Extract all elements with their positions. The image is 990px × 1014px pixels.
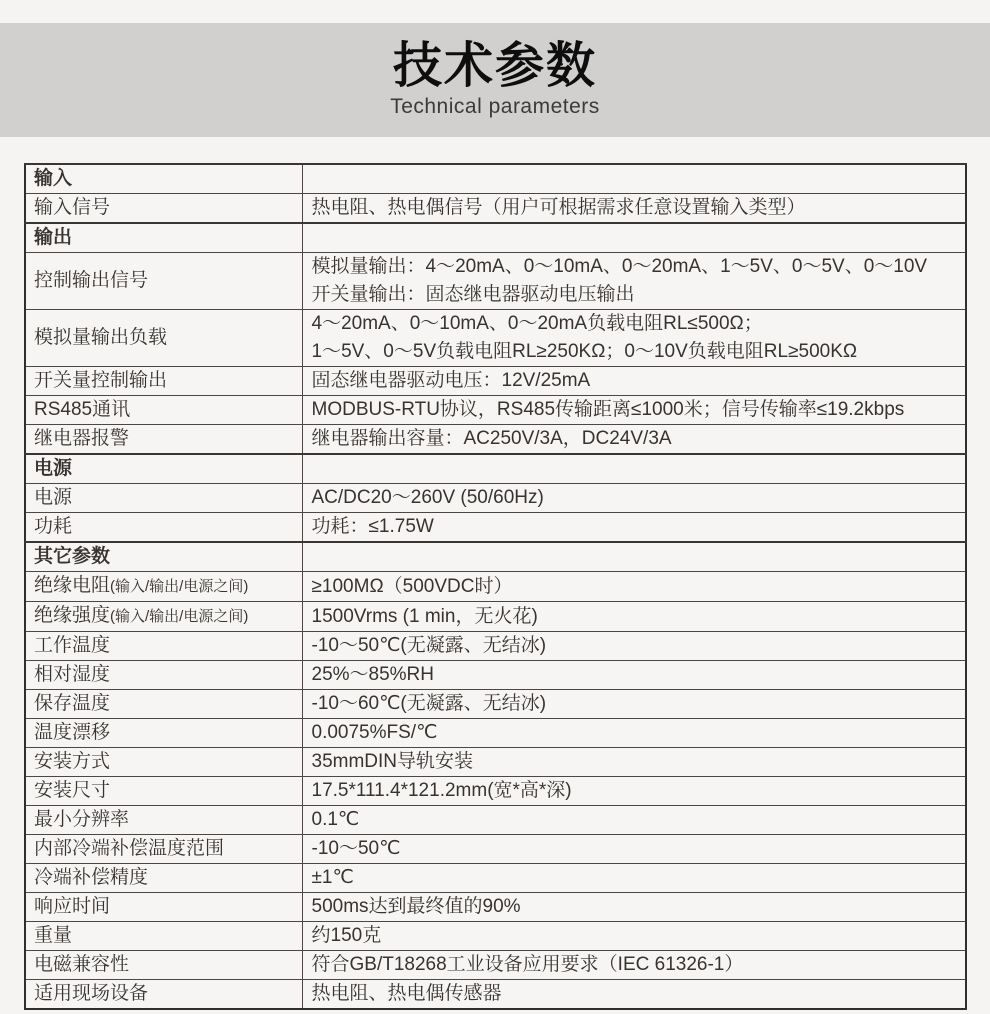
param-label-text: 绝缘强度 — [34, 605, 111, 626]
param-label-text: 输出 — [34, 227, 73, 248]
table-row — [25, 632, 966, 661]
param-value: 约150克 — [302, 922, 966, 951]
param-label — [25, 893, 302, 922]
param-label-text: 输入信号 — [34, 197, 111, 218]
param-value: 固态继电器驱动电压：12V/25mA — [302, 367, 966, 396]
table-row — [25, 893, 966, 922]
param-value: 35mmDIN导轨安装 — [302, 748, 966, 777]
page-subtitle: Technical parameters — [390, 94, 600, 118]
title-banner — [0, 23, 990, 137]
section-label — [25, 223, 302, 253]
param-value — [302, 253, 966, 310]
table-row — [25, 223, 966, 253]
param-label — [25, 864, 302, 893]
table-row — [25, 572, 966, 602]
param-value: 符合GB/T18268工业设备应用要求（IEC 61326-1） — [302, 951, 966, 980]
table-row — [25, 425, 966, 455]
param-label — [25, 951, 302, 980]
table-row — [25, 396, 966, 425]
param-value: 功耗：≤1.75W — [302, 513, 966, 543]
page-title: 技术参数 — [392, 39, 597, 94]
param-label-text: 电源 — [34, 487, 73, 508]
param-label — [25, 484, 302, 513]
param-value: -10～50℃(无凝露、无结冰) — [302, 632, 966, 661]
table-row — [25, 484, 966, 513]
param-label-text: 适用现场设备 — [34, 983, 149, 1004]
param-value: 17.5*111.4*121.2mm(宽*高*深) — [302, 777, 966, 806]
table-row — [25, 164, 966, 194]
table-row — [25, 310, 966, 367]
param-label-text: 安装尺寸 — [34, 780, 111, 801]
param-value-line: 模拟量输出：4～20mA、0～10mA、0～20mA、1～5V、0～5V、0～10V — [311, 256, 928, 277]
table-row — [25, 748, 966, 777]
param-label-text: 功耗 — [34, 516, 73, 537]
param-label — [25, 806, 302, 835]
param-label — [25, 425, 302, 455]
param-label-text: 响应时间 — [34, 896, 111, 917]
param-label-text: 模拟量输出负载 — [34, 327, 168, 348]
param-value — [302, 454, 966, 484]
param-label-text: 保存温度 — [34, 693, 111, 714]
param-label-text: 冷端补偿精度 — [34, 867, 149, 888]
param-label-text: RS485通讯 — [34, 399, 131, 420]
param-label — [25, 690, 302, 719]
table-row — [25, 719, 966, 748]
param-label — [25, 513, 302, 543]
param-label — [25, 980, 302, 1010]
param-label-text: 内部冷端补偿温度范围 — [34, 838, 225, 859]
param-value: 0.1℃ — [302, 806, 966, 835]
table-row — [25, 454, 966, 484]
param-label-text: 绝缘电阻 — [34, 575, 111, 596]
param-label — [25, 396, 302, 425]
param-label — [25, 602, 302, 632]
param-label-note: (输入/输出/电源之间) — [110, 578, 249, 595]
param-label — [25, 194, 302, 224]
table-row — [25, 661, 966, 690]
param-value: 热电阻、热电偶信号（用户可根据需求任意设置输入类型） — [302, 194, 966, 224]
param-label-text: 重量 — [34, 925, 73, 946]
section-label — [25, 164, 302, 194]
param-value: ±1℃ — [302, 864, 966, 893]
param-label-text: 继电器报警 — [34, 428, 130, 449]
param-label-text: 其它参数 — [34, 546, 111, 567]
param-label — [25, 367, 302, 396]
table-row — [25, 980, 966, 1010]
param-label-text: 安装方式 — [34, 751, 111, 772]
param-label — [25, 719, 302, 748]
param-value: ≥100MΩ（500VDC时） — [302, 572, 966, 602]
param-label-text: 最小分辨率 — [34, 809, 130, 830]
table-row — [25, 542, 966, 572]
param-label-text: 温度漂移 — [34, 722, 111, 743]
param-label — [25, 572, 302, 602]
param-label-text: 输入 — [34, 168, 73, 189]
param-value — [302, 223, 966, 253]
param-label-text: 电磁兼容性 — [34, 954, 130, 975]
param-label — [25, 253, 302, 310]
table-row — [25, 367, 966, 396]
param-label-text: 开关量控制输出 — [34, 370, 168, 391]
param-label — [25, 922, 302, 951]
section-label — [25, 454, 302, 484]
spec-table — [24, 163, 967, 1010]
table-row — [25, 777, 966, 806]
param-value: 热电阻、热电偶传感器 — [302, 980, 966, 1010]
table-row — [25, 253, 966, 310]
param-value-line: 4～20mA、0～10mA、0～20mA负载电阻RL≤500Ω； — [311, 313, 763, 334]
param-label — [25, 661, 302, 690]
param-value-line: 1～5V、0～5V负载电阻RL≥250KΩ；0～10V负载电阻RL≥500KΩ — [311, 341, 858, 362]
param-label — [25, 632, 302, 661]
table-row — [25, 690, 966, 719]
param-value: AC/DC20～260V (50/60Hz) — [302, 484, 966, 513]
param-value: -10～60℃(无凝露、无结冰) — [302, 690, 966, 719]
param-value: 25%～85%RH — [302, 661, 966, 690]
param-value: 500ms达到最终值的90% — [302, 893, 966, 922]
param-label-text: 控制输出信号 — [34, 270, 149, 291]
table-row — [25, 513, 966, 543]
param-value — [302, 310, 966, 367]
param-label — [25, 310, 302, 367]
param-label-note: (输入/输出/电源之间) — [110, 608, 249, 625]
param-value: 继电器输出容量：AC250V/3A，DC24V/3A — [302, 425, 966, 455]
table-row — [25, 194, 966, 224]
table-row — [25, 864, 966, 893]
param-label — [25, 835, 302, 864]
table-row — [25, 922, 966, 951]
param-label — [25, 748, 302, 777]
table-row — [25, 806, 966, 835]
param-value — [302, 164, 966, 194]
param-label-text: 电源 — [34, 458, 73, 479]
param-value: -10～50℃ — [302, 835, 966, 864]
table-row — [25, 951, 966, 980]
table-row — [25, 602, 966, 632]
spec-table-body — [25, 164, 966, 1009]
param-value: 1500Vrms (1 min，无火花) — [302, 602, 966, 632]
param-value: MODBUS-RTU协议，RS485传输距离≤1000米；信号传输率≤19.2kbps — [302, 396, 966, 425]
param-label-text: 相对湿度 — [34, 664, 111, 685]
param-value — [302, 542, 966, 572]
param-label — [25, 777, 302, 806]
param-value-line: 开关量输出：固态继电器驱动电压输出 — [311, 284, 635, 305]
param-label-text: 工作温度 — [34, 635, 111, 656]
spec-table-container — [24, 163, 967, 1010]
table-row — [25, 835, 966, 864]
param-value: 0.0075%FS/℃ — [302, 719, 966, 748]
section-label — [25, 542, 302, 572]
